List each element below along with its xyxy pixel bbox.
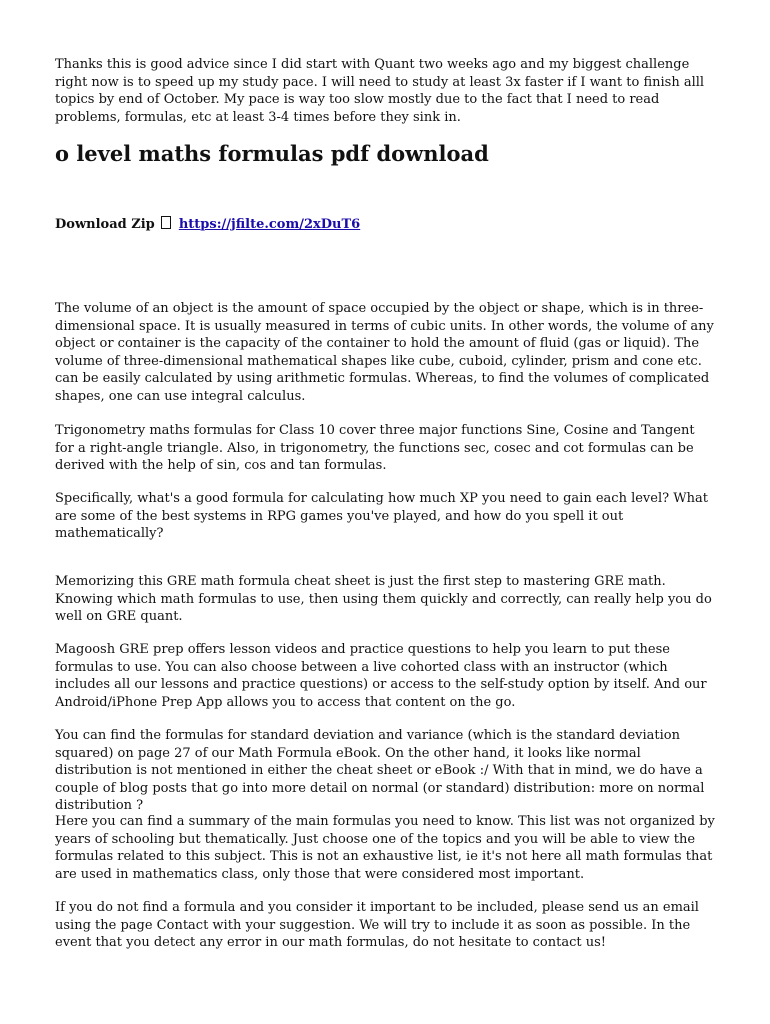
missing-glyph-icon [161, 216, 171, 229]
paragraph-xp-formula: Specifically, what's a good formula for calculating how much XP you need to gain each level? What are some of the best systems in RPG games you've played, and how do you spell it out mathematically? [55, 491, 708, 542]
paragraph-summary: Here you can find a summary of the main formulas you need to know. This list was not organized by years of schooling but thematically. Just choose one of the topics and you will be able to view the formulas related to this subject. This is not an exhaustive list, ie it's not here all math formulas that are used in mathematics class, only those that were considered most important. [55, 814, 715, 882]
intro-paragraph: Thanks this is good advice since I did start with Quant two weeks ago and my biggest challenge right now is to speed up my study pace. I will need to study at least 3x faster if I want to finish alll topics by end of October. My pace is way too slow mostly due to the fact that I need to read problems, formulas, etc at least 3-4 times before they sink in. [55, 57, 705, 125]
paragraph-gre-cheat-sheet: Memorizing this GRE math formula cheat sheet is just the first step to mastering GRE math. Knowing which math formulas to use, then using them quickly and correctly, can really help you do well on GRE quant. [55, 574, 712, 625]
download-label: Download Zip [55, 217, 155, 232]
download-link[interactable]: https://jfilte.com/2xDuT6 [178, 217, 361, 232]
paragraph-trigonometry: Trigonometry maths formulas for Class 10 cover three major functions Sine, Cosine and Tangent for a right-angle triangle. Also, in trigonometry, the functions sec, cosec and cot formulas can be derived with the help of sin, cos and tan formulas. [55, 423, 695, 474]
download-line [55, 216, 360, 234]
paragraph-contact: If you do not find a formula and you consider it important to be included, please send us an email using the page Contact with your suggestion. We will try to include it as soon as possible. In the event that you detect any error in our math formulas, do not hesitate to contact us! [55, 900, 699, 951]
page-title: o level maths formulas pdf download [55, 141, 489, 166]
paragraph-standard-deviation: You can find the formulas for standard deviation and variance (which is the standard deviation squared) on page 27 of our Math Formula eBook. On the other hand, it looks like normal distribution is not mentioned in either the cheat sheet or eBook :/ With that in mind, we do have a couple of blog posts that go into more detail on normal (or standard) distribution: more on normal distribution ? [55, 728, 705, 814]
paragraph-magoosh: Magoosh GRE prep offers lesson videos and practice questions to help you learn to put these formulas to use. You can also choose between a live cohorted class with an instructor (which includes all our lessons and practice questions) or access to the self-study option by itself. And our Android/iPhone Prep App allows you to access that content on the go. [55, 642, 707, 710]
paragraph-volume: The volume of an object is the amount of space occupied by the object or shape, which is in three-dimensional space. It is usually measured in terms of cubic units. In other words, the volume of any object or container is the capacity of the container to hold the amount of fluid (gas or liquid). The volume of three-dimensional mathematical shapes like cube, cuboid, cylinder, prism and cone etc. can be easily calculated by using arithmetic formulas. Whereas, to find the volumes of complicated shapes, one can use integral calculus. [55, 301, 714, 404]
